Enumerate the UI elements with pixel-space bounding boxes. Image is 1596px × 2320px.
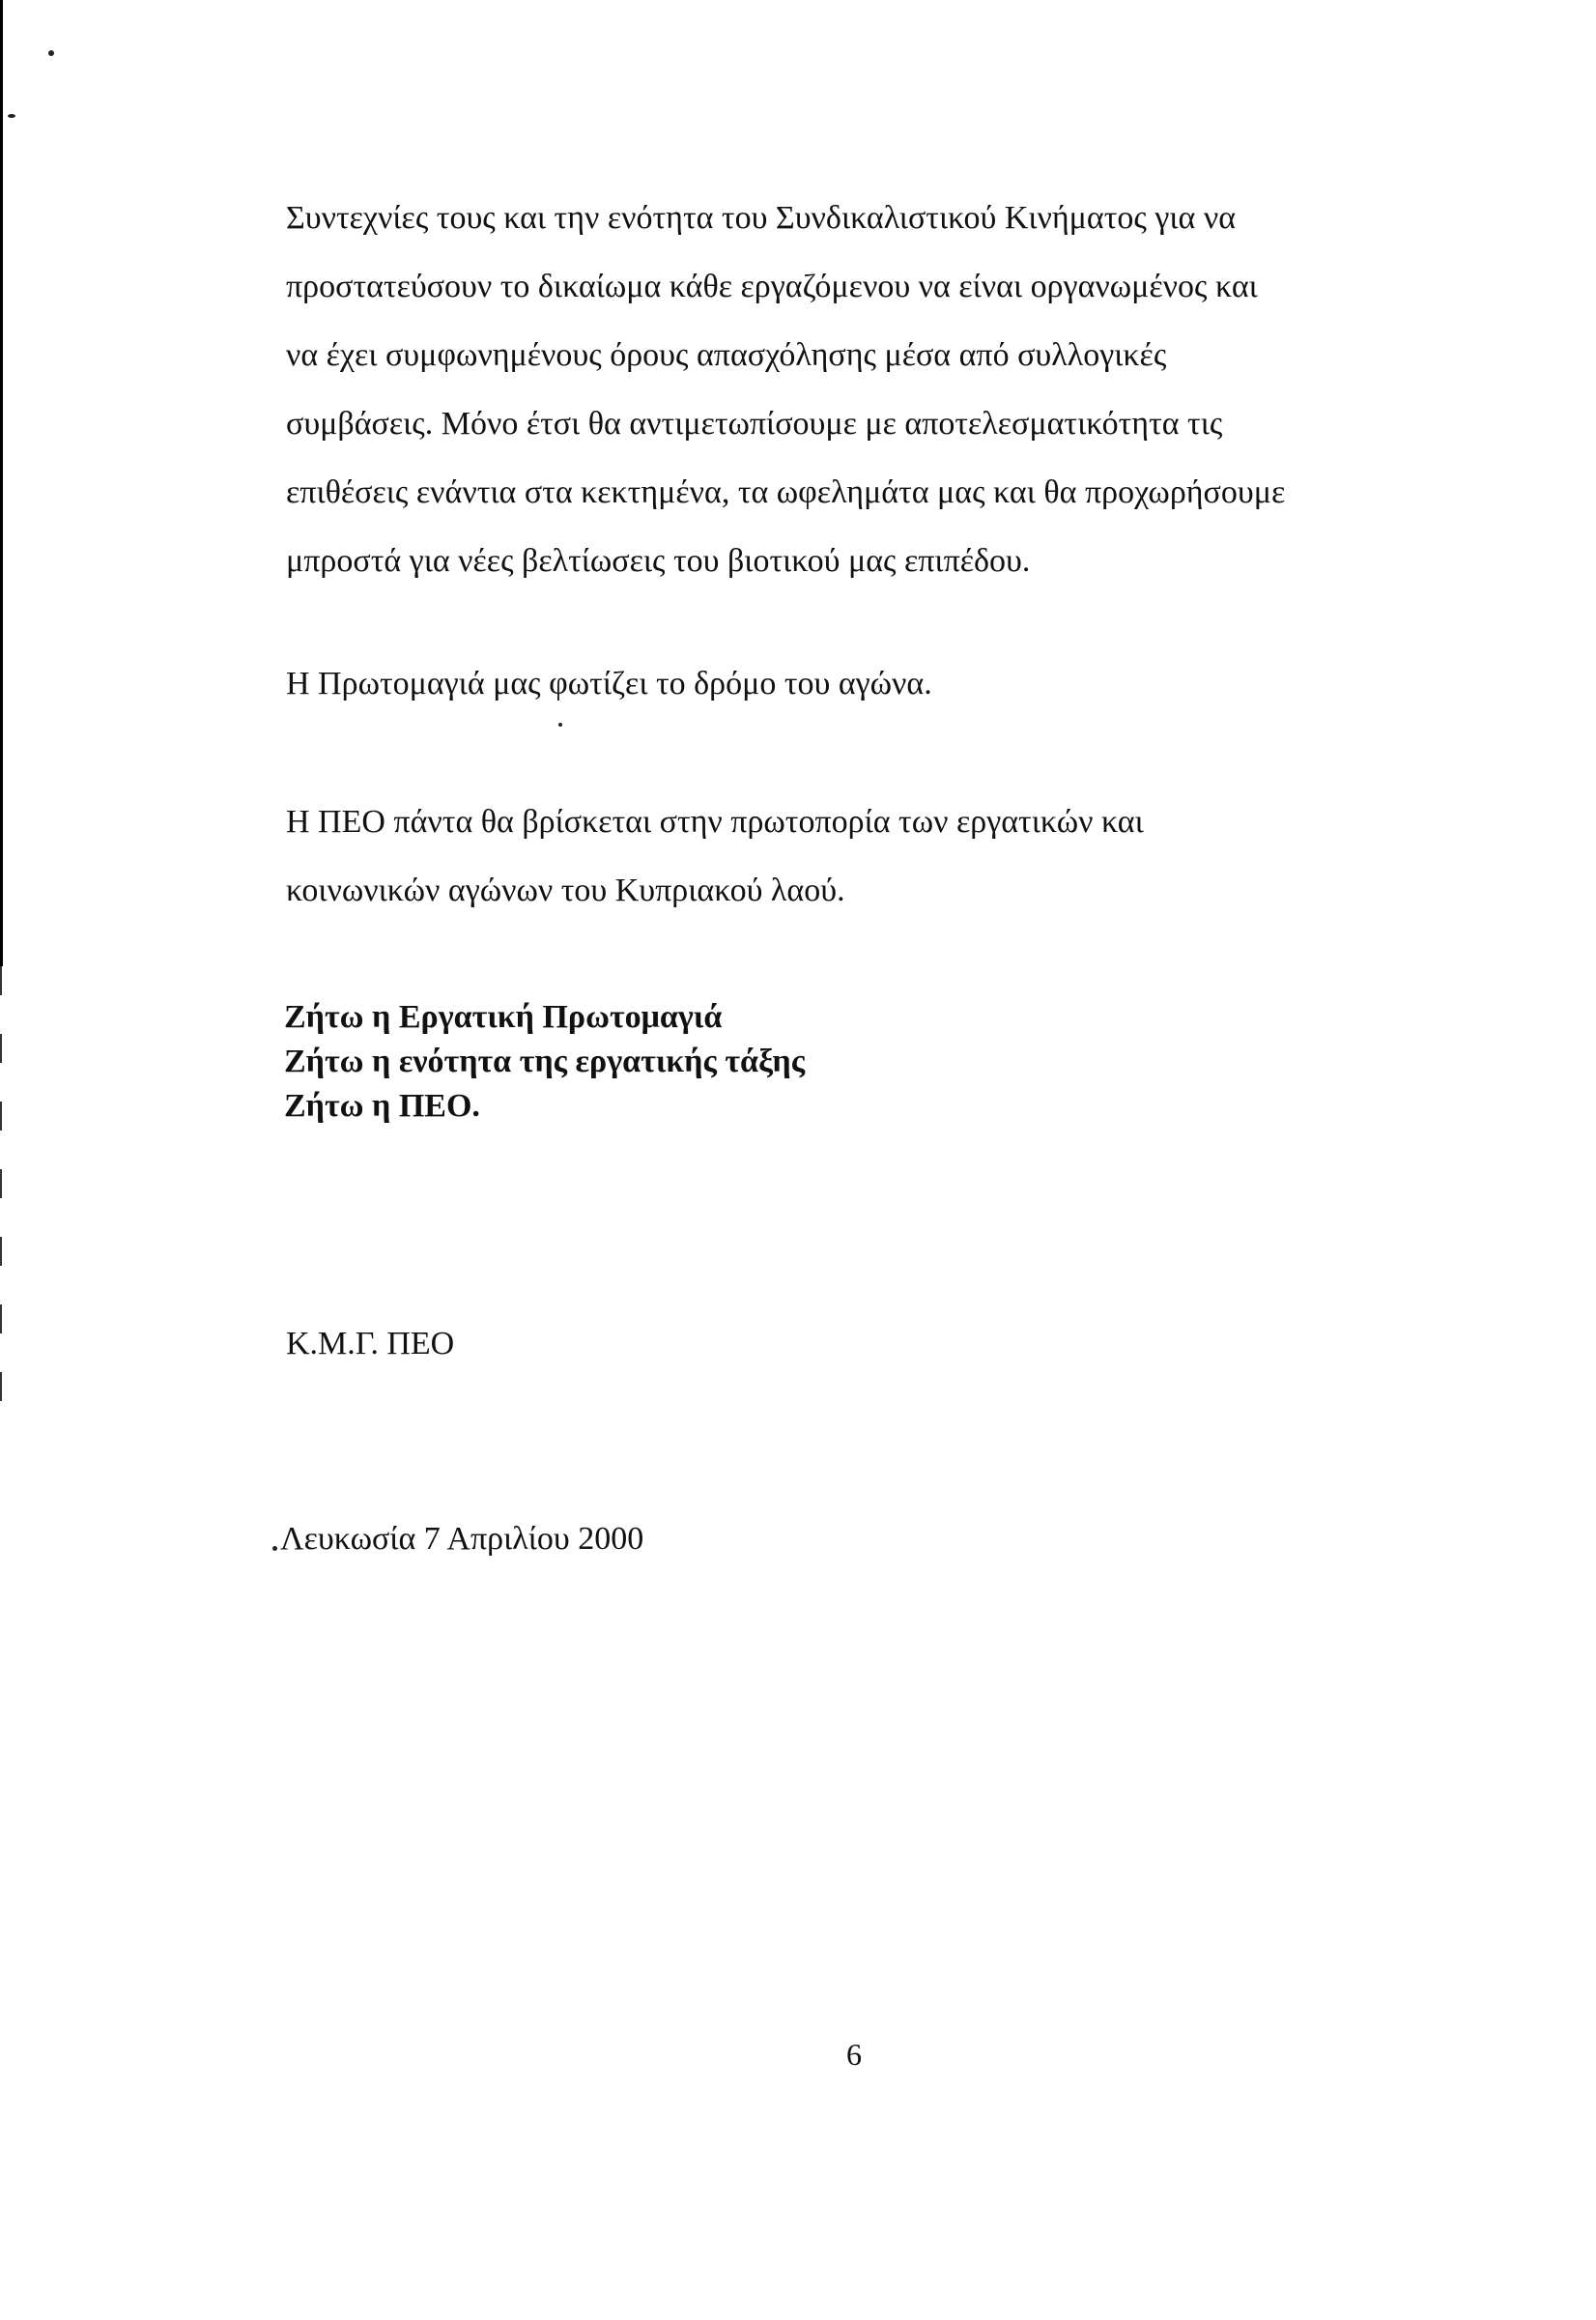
- paragraph-line: κοινωνικών αγώνων του Κυπριακού λαού.: [286, 873, 845, 908]
- slogan-line: Ζήτω η Εργατική Πρωτομαγιά: [284, 999, 723, 1035]
- paragraph-line: Συντεχνίες τους και την ενότητα του Συνδικαλιστικού Κινήματος για να: [286, 200, 1237, 236]
- slogans-block: [284, 995, 805, 1129]
- scan-speck: [8, 114, 15, 118]
- paragraph-line: να έχει συμφωνημένους όρους απασχόλησης μέσα από συλλογικές: [286, 337, 1167, 373]
- signature: Κ.Μ.Γ. ΠΕΟ: [286, 1326, 455, 1361]
- paragraph-line: Η ΠΕΟ πάντα θα βρίσκεται στην πρωτοπορία των εργατικών και: [286, 804, 1144, 840]
- scan-edge-dashes: [0, 966, 2, 1401]
- paragraph-line: επιθέσεις ενάντια στα κεκτημένα, τα ωφελημάτα μας και θα προχωρήσουμε: [286, 474, 1286, 510]
- paragraph-line: προστατεύσουν το δικαίωμα κάθε εργαζόμενου να είναι οργανωμένος και: [286, 269, 1258, 304]
- slogan-line: Ζήτω η ΠΕΟ.: [284, 1088, 480, 1124]
- body-paragraph-2: Η Πρωτομαγιά μας φωτίζει το δρόμο του αγώνα.: [286, 666, 932, 702]
- body-paragraph-3: [286, 788, 1426, 925]
- scan-edge-line: [0, 0, 3, 966]
- page-number: 6: [846, 2037, 862, 2072]
- body-paragraph-1: [286, 184, 1426, 595]
- scan-speck: [558, 723, 562, 727]
- scan-speck: [48, 50, 54, 56]
- paragraph-line: μπροστά για νέες βελτίωσεις του βιοτικού μας επιπέδου.: [286, 543, 1031, 579]
- date-line: Λευκωσία 7 Απριλίου 2000: [280, 1521, 644, 1557]
- slogan-line: Ζήτω η ενότητα της εργατικής τάξης: [284, 1044, 806, 1079]
- scan-speck: [272, 1546, 277, 1551]
- paragraph-line: συμβάσεις. Μόνο έτσι θα αντιμετωπίσουμε με αποτελεσματικότητα τις: [286, 406, 1223, 442]
